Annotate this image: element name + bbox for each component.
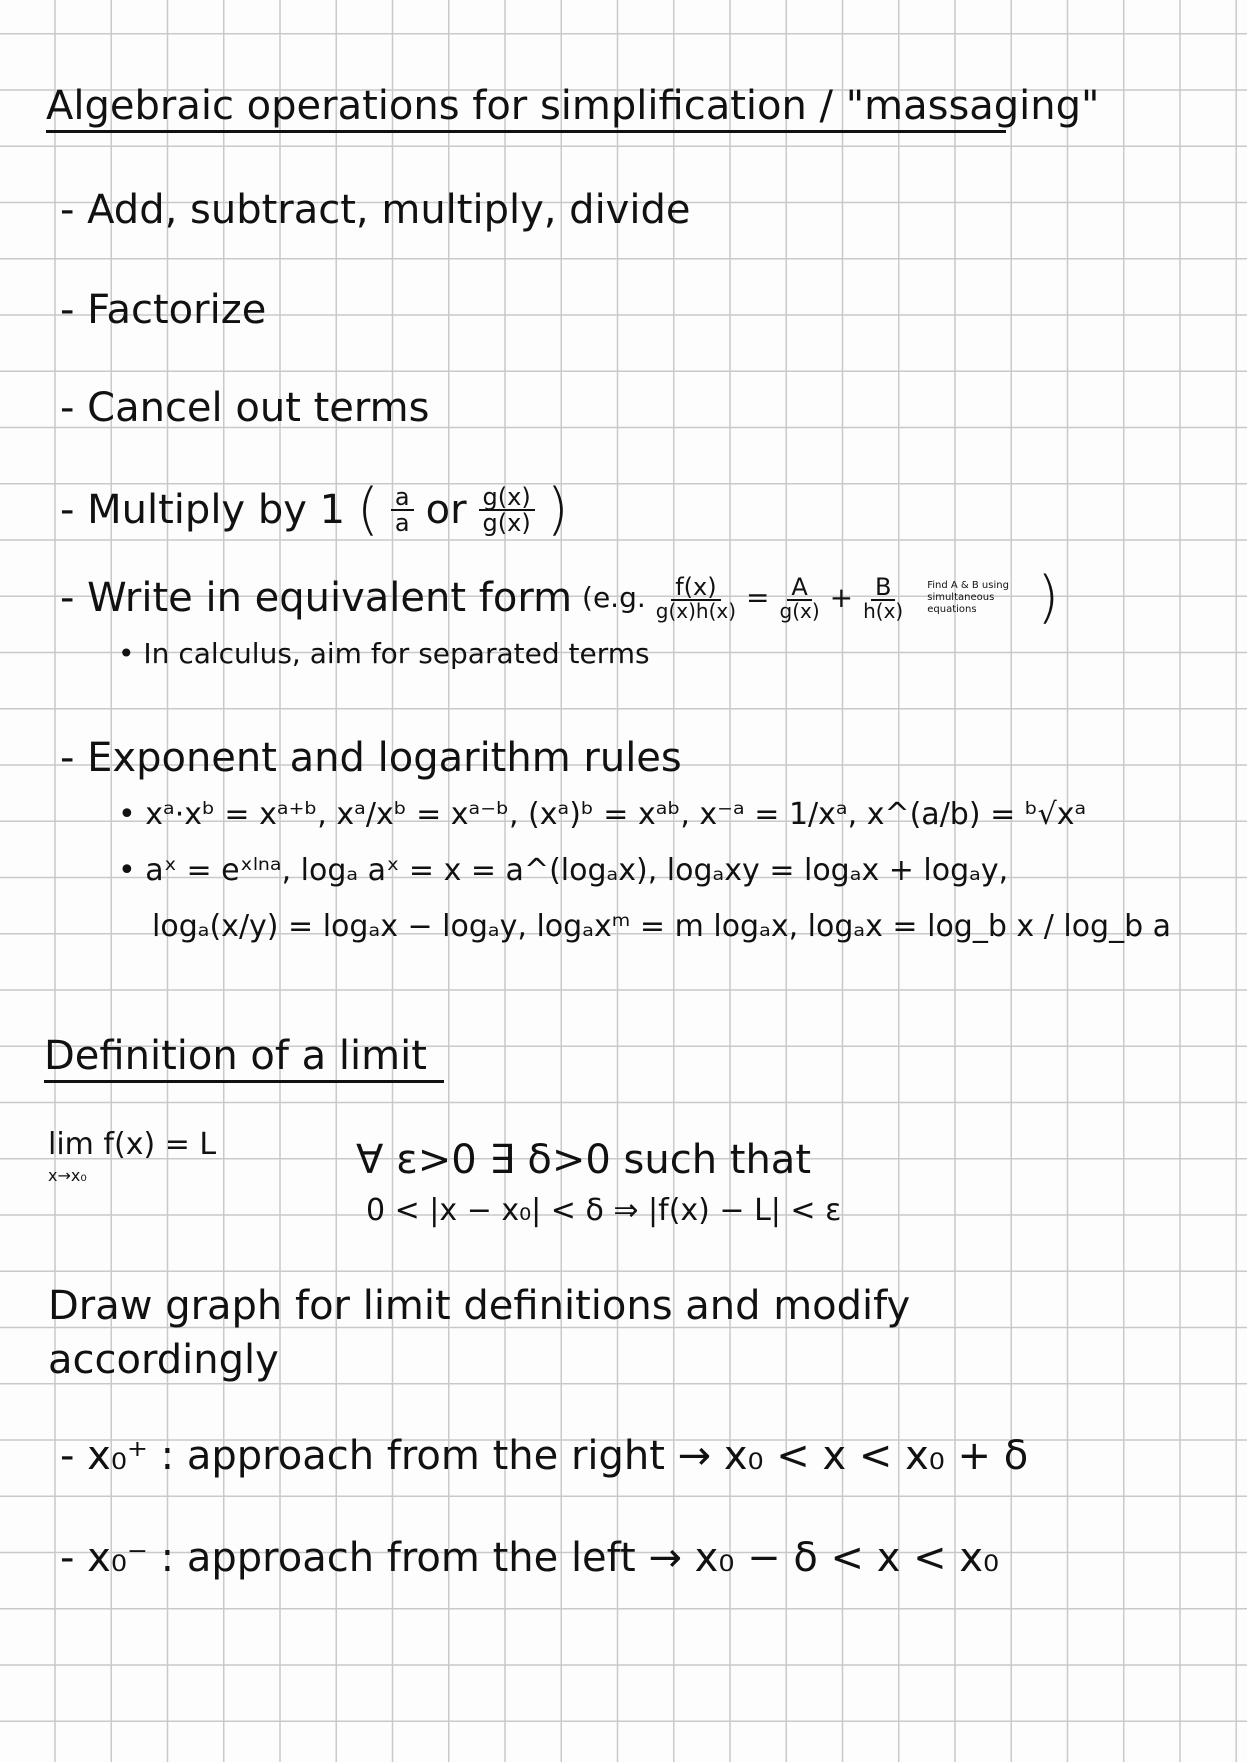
list-item-equivalent-form: - Write in equivalent form (e.g. $\frac{f(x)}{g(x)h(x)}$ = $\frac{A}{g(x)}$ + $\frac{B}{h(x)}$ Find A & B using simultaneous equations ) (60, 565, 1060, 630)
denominator: a (394, 509, 410, 537)
note-line: Draw graph for limit definitions and modify (48, 1283, 911, 1329)
denominator: g(x)h(x) (655, 599, 737, 623)
numerator: a (391, 485, 414, 511)
numerator: f(x) (671, 575, 720, 601)
list-item-left-limit: - x₀⁻ : approach from the left → x₀ − δ < x < x₀ (60, 1535, 1000, 1581)
fraction (391, 485, 414, 535)
or-text: or (425, 487, 467, 533)
list-item: - Factorize (60, 287, 267, 333)
denominator: g(x) (779, 599, 820, 623)
sub-bullet: • In calculus, aim for separated terms (118, 637, 650, 670)
denominator: h(x) (863, 599, 904, 623)
list-item-label: - Multiply by 1 (60, 487, 346, 533)
limit-definition-line: ∀ ε>0 ∃ δ>0 such that (356, 1137, 811, 1183)
list-item-label: - Write in equivalent form (60, 575, 573, 621)
note-line: accordingly (48, 1337, 279, 1383)
list-item: - Exponent and logarithm rules (60, 735, 682, 781)
fraction (479, 485, 535, 535)
log-rules-line: logₐ(x/y) = logₐx − logₐy, logₐxᵐ = m logₐx, logₐx = log_b x / log_b a (152, 909, 1172, 944)
log-rules-line: • aˣ = eˣˡⁿᵃ, logₐ aˣ = x = a^(logₐx), logₐxy = logₐx + logₐy, (118, 853, 1009, 888)
list-item-right-limit: - x₀⁺ : approach from the right → x₀ < x < x₀ + δ (60, 1433, 1029, 1479)
close-paren: ) (1037, 565, 1060, 630)
annotation-note: Find A & B using simultaneous equations (927, 580, 1009, 615)
section-title-limit: Definition of a limit (44, 1036, 444, 1083)
fraction (780, 575, 820, 621)
denominator: g(x) (482, 509, 531, 537)
limit-subscript: x→x₀ (48, 1166, 87, 1185)
fraction (863, 575, 903, 621)
list-item: - Add, subtract, multiply, divide (60, 187, 691, 233)
exponent-rules-line: • xᵃ·xᵇ = xᵃ⁺ᵇ, xᵃ/xᵇ = xᵃ⁻ᵇ, (xᵃ)ᵇ = xᵃᵇ, x⁻ᵃ = 1/xᵃ, x^(a/b) = ᵇ√xᵃ (118, 797, 1087, 832)
fraction (656, 575, 736, 621)
list-item: - Cancel out terms (60, 385, 430, 431)
eg-text: (e.g. (582, 581, 646, 614)
limit-definition-line: 0 < |x − x₀| < δ ⇒ |f(x) − L| < ε (366, 1193, 842, 1228)
section-title-algebraic-operations: Algebraic operations for simplification / "massaging" (46, 86, 1006, 133)
numerator: B (871, 575, 895, 601)
numerator: g(x) (479, 485, 535, 511)
limit-expression: lim f(x) = L (48, 1127, 217, 1162)
numerator: A (787, 575, 811, 601)
list-item-multiply-by-one: - Multiply by 1 ( $\frac{a}{a}$ or $\frac{g(x)}{g(x)}$ ) (60, 477, 569, 542)
